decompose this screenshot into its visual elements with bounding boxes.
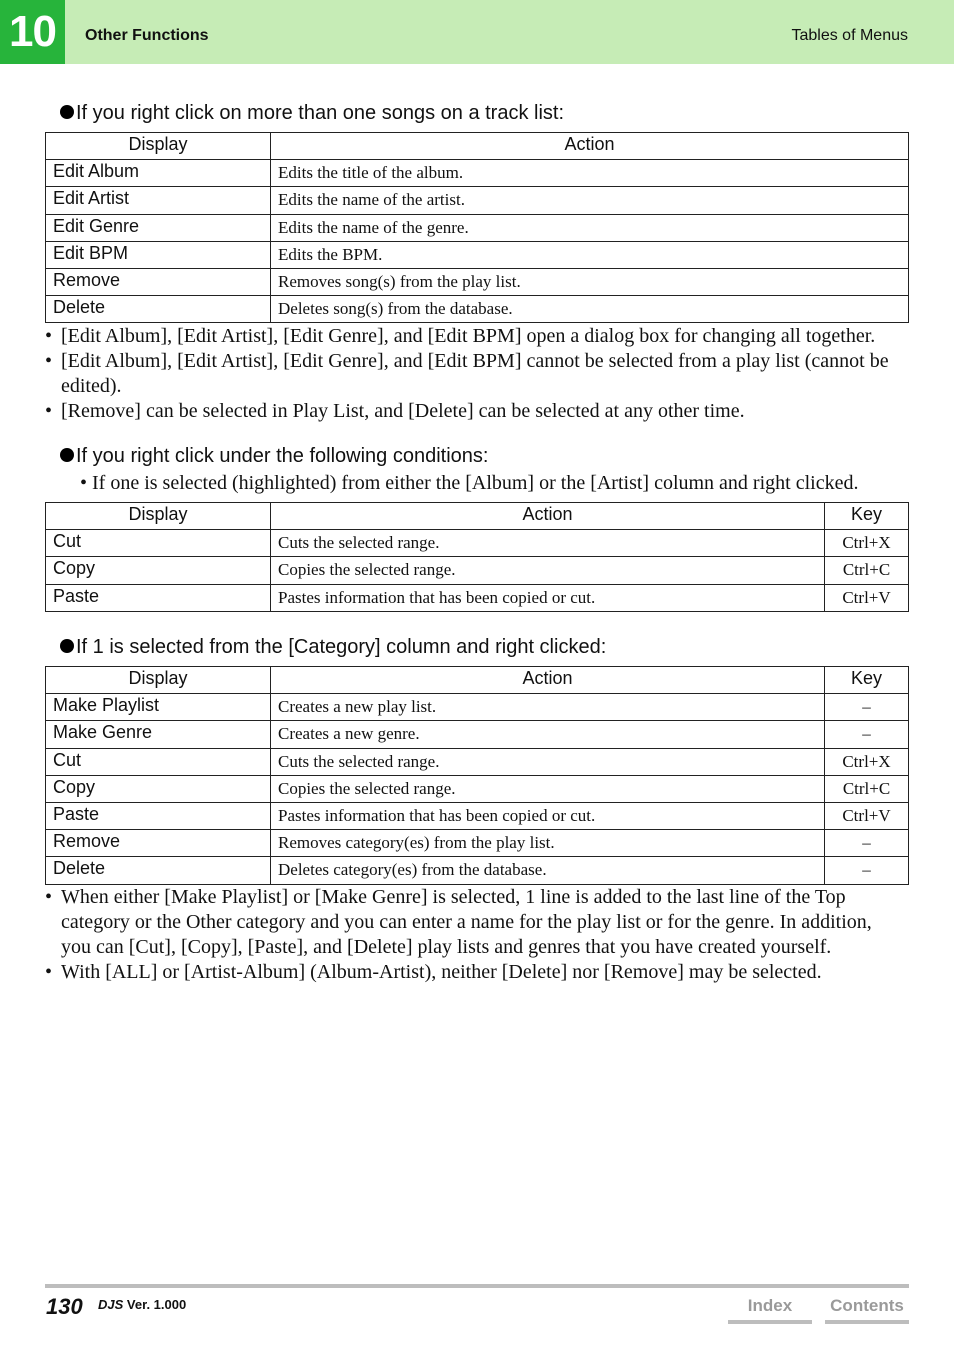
action-cell: Edits the title of the album. xyxy=(271,160,909,187)
display-cell: Copy xyxy=(46,775,271,802)
version-label xyxy=(98,1297,186,1312)
action-cell: Removes category(es) from the play list. xyxy=(271,830,825,857)
display-cell: Remove xyxy=(46,830,271,857)
table-row xyxy=(46,802,909,829)
bullet-dot-icon xyxy=(60,448,74,462)
action-cell: Deletes song(s) from the database. xyxy=(271,296,909,323)
table-row xyxy=(46,557,909,584)
action-cell: Deletes category(es) from the database. xyxy=(271,857,825,884)
display-cell: Paste xyxy=(46,802,271,829)
action-cell: Edits the name of the genre. xyxy=(271,214,909,241)
table-row xyxy=(46,187,909,214)
table-row xyxy=(46,694,909,721)
display-cell: Cut xyxy=(46,748,271,775)
action-cell: Pastes information that has been copied or cut. xyxy=(271,584,825,611)
note-item: • When either [Make Playlist] or [Make Genre] is selected, 1 line is added to the last line of the Top category or the Other category and you can enter a name for the play list or for the genre. In addition, you can [Cut], [Copy], [Paste], and [Delete] play lists and genres that you have created yourself. xyxy=(45,885,905,960)
display-cell: Edit Genre xyxy=(46,214,271,241)
display-cell: Make Genre xyxy=(46,721,271,748)
key-cell: Ctrl+X xyxy=(825,530,909,557)
column-header-display: Display xyxy=(46,133,271,160)
display-cell: Make Playlist xyxy=(46,694,271,721)
table-row xyxy=(46,721,909,748)
display-cell: Copy xyxy=(46,557,271,584)
table-row xyxy=(46,857,909,884)
note-item: • With [ALL] or [Artist-Album] (Album-Artist), neither [Delete] nor [Remove] may be selected. xyxy=(45,960,905,985)
page-number: 130 xyxy=(46,1294,83,1319)
footer-divider xyxy=(45,1284,909,1288)
display-cell: Delete xyxy=(46,296,271,323)
index-button[interactable]: Index xyxy=(728,1294,812,1324)
table-row xyxy=(46,241,909,268)
page-header xyxy=(0,0,954,64)
table-row xyxy=(46,530,909,557)
key-cell: – xyxy=(825,857,909,884)
column-header-action: Action xyxy=(271,133,909,160)
key-cell: Ctrl+C xyxy=(825,775,909,802)
table-header-row xyxy=(46,133,909,160)
column-header-action: Action xyxy=(271,667,825,694)
action-cell: Creates a new genre. xyxy=(271,721,825,748)
action-cell: Pastes information that has been copied or cut. xyxy=(271,802,825,829)
table-row xyxy=(46,214,909,241)
table-row xyxy=(46,268,909,295)
table-header-row xyxy=(46,667,909,694)
note-item: • [Edit Album], [Edit Artist], [Edit Genre], and [Edit BPM] open a dialog box for changing all together. xyxy=(45,324,905,349)
section1-heading: If you right click on more than one songs on a track list: xyxy=(60,102,564,125)
column-header-action: Action xyxy=(271,503,825,530)
action-cell: Cuts the selected range. xyxy=(271,530,825,557)
key-cell: – xyxy=(825,721,909,748)
display-cell: Delete xyxy=(46,857,271,884)
action-cell: Copies the selected range. xyxy=(271,775,825,802)
bullet-dot-icon xyxy=(60,639,74,653)
action-cell: Edits the name of the artist. xyxy=(271,187,909,214)
action-cell: Copies the selected range. xyxy=(271,557,825,584)
table-row xyxy=(46,160,909,187)
table-row xyxy=(46,296,909,323)
section3-heading: If 1 is selected from the [Category] column and right clicked: xyxy=(60,636,606,659)
action-cell: Edits the BPM. xyxy=(271,241,909,268)
column-header-key: Key xyxy=(825,667,909,694)
bullet-dot-icon xyxy=(60,105,74,119)
section3-notes xyxy=(45,885,905,985)
key-cell: – xyxy=(825,694,909,721)
page-topic: Tables of Menus xyxy=(791,27,908,44)
display-cell: Remove xyxy=(46,268,271,295)
display-cell: Cut xyxy=(46,530,271,557)
key-cell: Ctrl+V xyxy=(825,802,909,829)
section1-notes xyxy=(45,324,905,424)
album-artist-menu-table xyxy=(45,502,909,612)
action-cell: Removes song(s) from the play list. xyxy=(271,268,909,295)
table-row xyxy=(46,775,909,802)
chapter-number: 10 xyxy=(0,0,65,64)
action-cell: Cuts the selected range. xyxy=(271,748,825,775)
column-header-display: Display xyxy=(46,503,271,530)
contents-button[interactable]: Contents xyxy=(825,1294,909,1324)
display-cell: Edit BPM xyxy=(46,241,271,268)
key-cell: Ctrl+V xyxy=(825,584,909,611)
column-header-key: Key xyxy=(825,503,909,530)
section-title: Other Functions xyxy=(85,27,209,44)
display-cell: Edit Artist xyxy=(46,187,271,214)
section2-subnote: • If one is selected (highlighted) from either the [Album] or the [Artist] column and right clicked. xyxy=(80,472,859,494)
track-list-menu-table xyxy=(45,132,909,323)
category-menu-table xyxy=(45,666,909,885)
key-cell: Ctrl+C xyxy=(825,557,909,584)
table-row xyxy=(46,748,909,775)
note-item: • [Remove] can be selected in Play List, and [Delete] can be selected at any other time. xyxy=(45,399,905,424)
version-number: Ver. 1.000 xyxy=(126,1297,187,1312)
action-cell: Creates a new play list. xyxy=(271,694,825,721)
product-name: DJS xyxy=(98,1297,124,1312)
column-header-display: Display xyxy=(46,667,271,694)
table-header-row xyxy=(46,503,909,530)
section2-heading: If you right click under the following conditions: xyxy=(60,445,488,468)
key-cell: Ctrl+X xyxy=(825,748,909,775)
display-cell: Edit Album xyxy=(46,160,271,187)
display-cell: Paste xyxy=(46,584,271,611)
table-row xyxy=(46,830,909,857)
note-item: • [Edit Album], [Edit Artist], [Edit Genre], and [Edit BPM] cannot be selected from a play list (cannot be edited). xyxy=(45,349,905,399)
key-cell: – xyxy=(825,830,909,857)
table-row xyxy=(46,584,909,611)
